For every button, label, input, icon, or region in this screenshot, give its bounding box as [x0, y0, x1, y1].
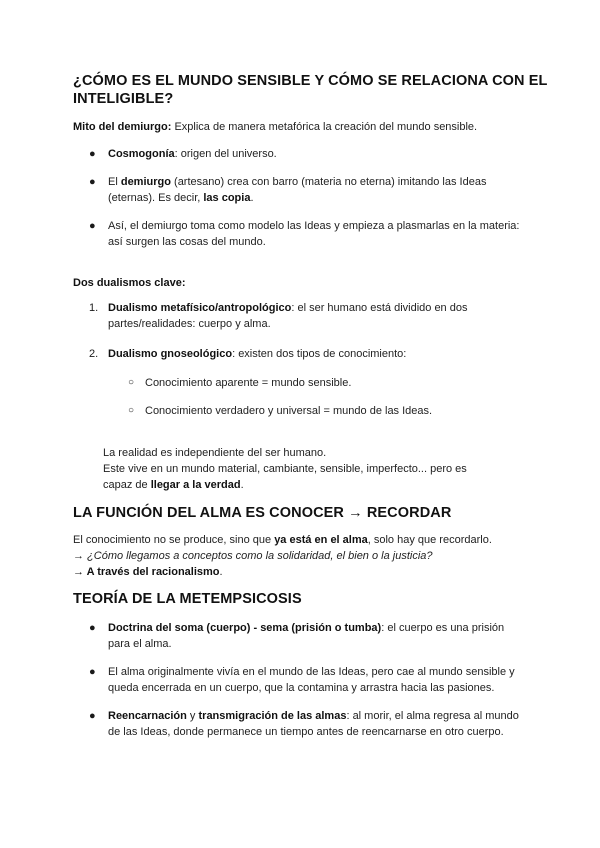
- dualismos-heading: [73, 275, 186, 291]
- title-line: ¿CÓMO ES EL MUNDO SENSIBLE Y CÓMO SE RELACIONA CON EL: [73, 73, 548, 89]
- section-title-mundo-sensible: [73, 72, 547, 108]
- item-text: de las Ideas, donde permanece un tiempo antes de reencarnarse en otro cuerpo.: [108, 726, 504, 738]
- realidad-text: .: [240, 479, 244, 491]
- item-text: El: [108, 176, 121, 188]
- realidad-line: Este vive en un mundo material, cambiante, sensible, imperfecto... pero es: [103, 463, 467, 475]
- alma-text: , solo hay que recordarlo.: [367, 534, 492, 546]
- list-item-dualismo-metafisico: [108, 300, 467, 332]
- item-text: : el cuerpo es una prisión: [381, 622, 505, 634]
- item-text: así surgen las cosas del mundo.: [108, 236, 266, 248]
- item-text: : al morir, el alma regresa al mundo: [346, 710, 519, 722]
- list-number: 2.: [89, 348, 99, 360]
- item-bold: las copia: [203, 192, 251, 204]
- dualismos-title: Dos dualismos clave:: [73, 277, 186, 289]
- circle-bullet-icon: ○: [128, 405, 135, 416]
- item-text: .: [250, 192, 254, 204]
- item-text: El alma originalmente vivía en el mundo de las Ideas, pero cae al mundo sensible y: [108, 666, 515, 678]
- list-item-demiurgo: [108, 174, 486, 206]
- realidad-line: La realidad es independiente del ser humano.: [103, 447, 327, 459]
- alma-question: → ¿Cómo llegamos a conceptos como la solidaridad, el bien o la justicia?: [73, 550, 433, 562]
- item-bold: Doctrina del soma (cuerpo) - sema (prisión o tumba): [108, 622, 382, 634]
- bullet-icon: ●: [89, 622, 96, 634]
- section-title-funcion-alma: LA FUNCIÓN DEL ALMA ES CONOCER → RECORDAR: [73, 505, 452, 521]
- list-item-dualismo-gnoseologico: [108, 346, 406, 362]
- item-text: (artesano) crea con barro (materia no eterna) imitando las Ideas: [170, 176, 487, 188]
- alma-text: El conocimiento no se produce, sino que: [73, 534, 275, 546]
- item-bold: Dualismo metafísico/antropológico: [108, 302, 292, 314]
- bullet-icon: ●: [89, 710, 96, 722]
- sub-item: Conocimiento aparente = mundo sensible.: [145, 377, 352, 389]
- alma-text: .: [219, 566, 223, 578]
- item-bold: Reencarnación: [108, 710, 187, 722]
- realidad-paragraph: [103, 445, 467, 493]
- mito-paragraph: [73, 119, 477, 135]
- sub-item: Conocimiento verdadero y universal = mundo de las Ideas.: [145, 405, 433, 417]
- realidad-bold: llegar a la verdad: [150, 479, 241, 491]
- item-text: (eternas). Es decir,: [108, 192, 204, 204]
- list-item-soma-sema: [108, 620, 504, 652]
- list-item-reencarnacion: [108, 708, 519, 740]
- item-text: queda encerrada en un cuerpo, que la contamina y arrastra hacia las pasiones.: [108, 682, 495, 694]
- item-text: partes/realidades: cuerpo y alma.: [108, 318, 271, 330]
- item-text: Así, el demiurgo toma como modelo las Ideas y empieza a plasmarlas en la materia:: [108, 220, 520, 232]
- item-text: para el alma.: [108, 638, 172, 650]
- mito-text: Explica de manera metafórica la creación del mundo sensible.: [171, 121, 478, 133]
- alma-paragraph: [73, 532, 492, 580]
- item-bold: demiurgo: [120, 176, 171, 188]
- list-item-cosmogonia: [108, 146, 277, 162]
- item-text: y: [186, 710, 199, 722]
- item-text: : existen dos tipos de conocimiento:: [232, 348, 407, 360]
- item-bold: Cosmogonía: [108, 148, 175, 160]
- section-title-metempsicosis: TEORÍA DE LA METEMPSICOSIS: [73, 591, 302, 607]
- bullet-icon: ●: [89, 148, 96, 160]
- circle-bullet-icon: ○: [128, 377, 135, 388]
- item-bold: transmigración de las almas: [198, 710, 347, 722]
- bullet-icon: ●: [89, 176, 96, 188]
- bullet-icon: ●: [89, 666, 96, 678]
- list-item-modelo: [108, 218, 519, 250]
- item-text: : el ser humano está dividido en dos: [291, 302, 468, 314]
- item-text: : origen del universo.: [174, 148, 277, 160]
- list-number: 1.: [89, 302, 99, 314]
- alma-bold: → A través del racionalismo: [73, 566, 220, 578]
- title-line: INTELIGIBLE?: [73, 91, 174, 107]
- alma-bold: ya está en el alma: [274, 534, 368, 546]
- realidad-text: capaz de: [103, 479, 151, 491]
- mito-label: Mito del demiurgo:: [73, 121, 172, 133]
- item-bold: Dualismo gnoseológico: [108, 348, 233, 360]
- list-item-alma-cae: [108, 664, 515, 696]
- bullet-icon: ●: [89, 220, 96, 232]
